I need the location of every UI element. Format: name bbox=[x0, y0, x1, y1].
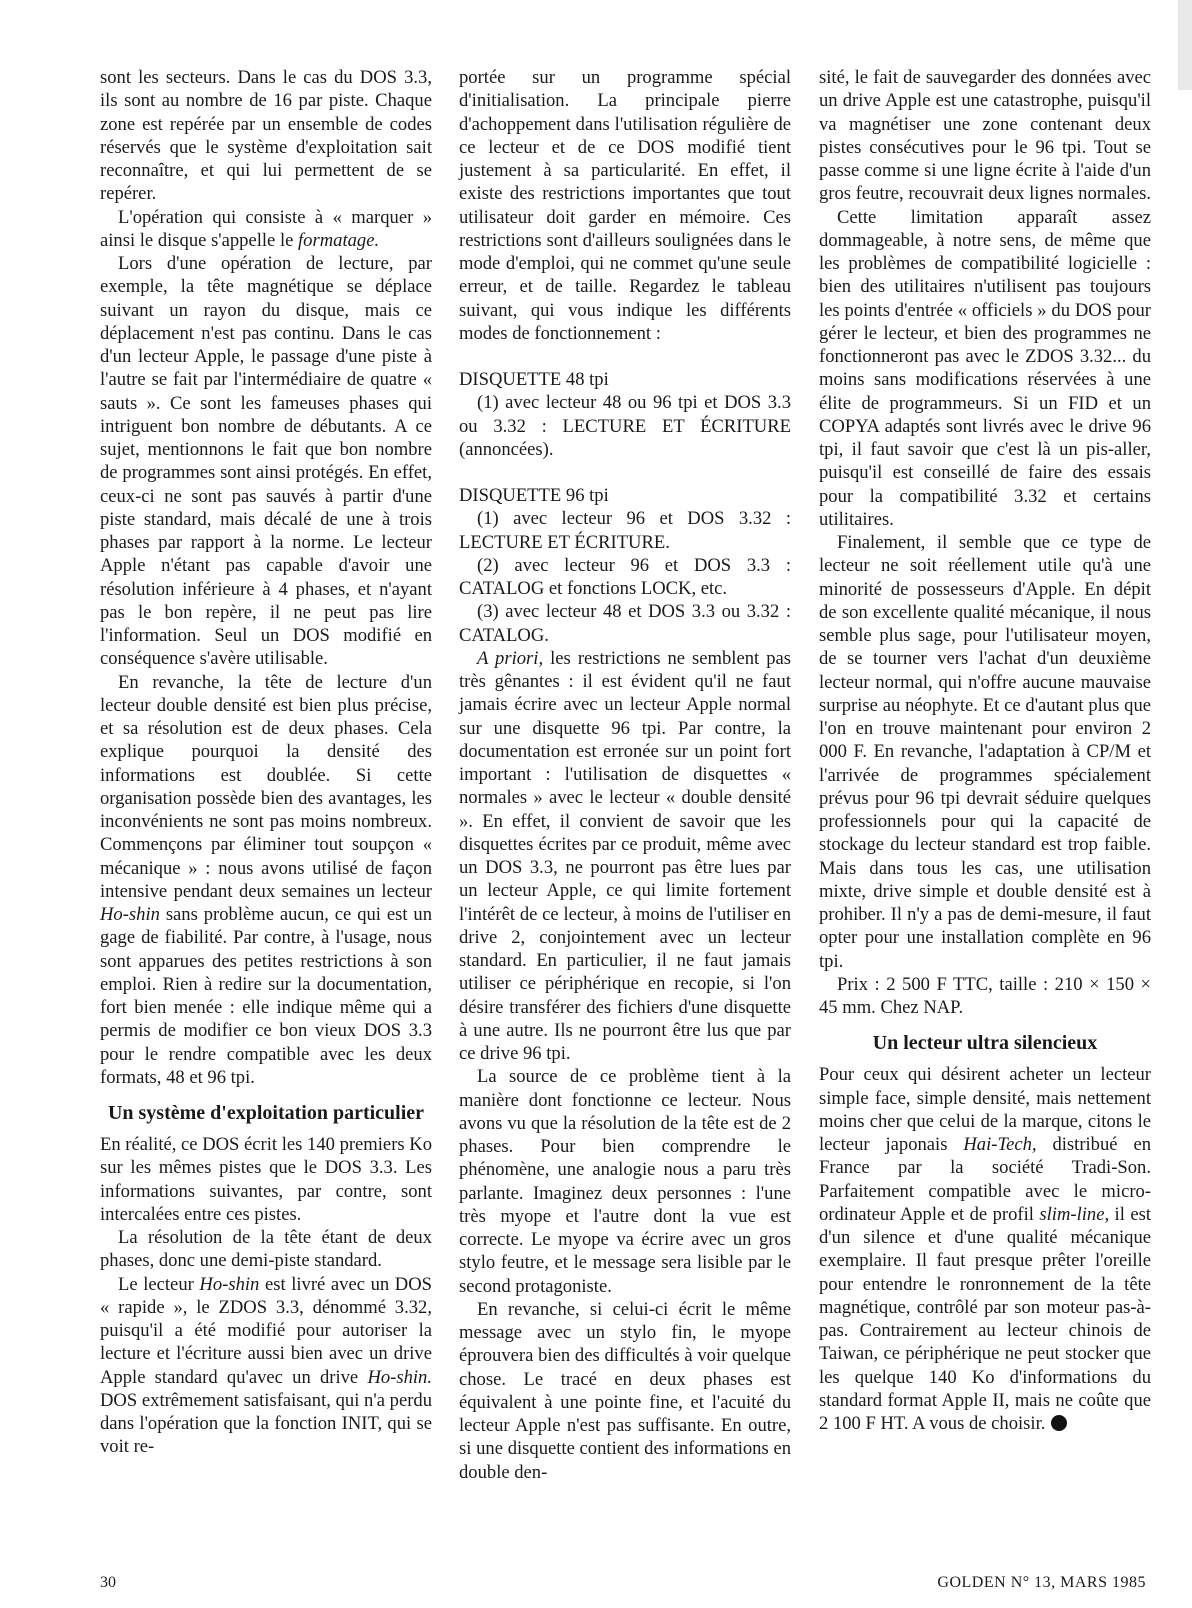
text-run: Pour ceux qui désirent acheter un lecteur simple face, simple densité, mais nettement moins cher que celui de la marque, citons le lecteur japonais bbox=[819, 1064, 1151, 1155]
paragraph bbox=[100, 206, 432, 253]
emphasis-product: Ho-shin bbox=[100, 904, 160, 925]
section-heading: Un lecteur ultra silencieux bbox=[872, 1032, 1098, 1055]
paragraph: Lors d'une opération de lecture, par exemple, la tête magnétique se déplace suivant un rayon du disque, mais ce déplacement n'est pas continu. Dans le cas d'un lecteur Apple, le passage d'une piste à l'autre se fait par l'intermédiaire de quatre « sauts ». Ce sont les fameuses phases qui intriguent bon nombre de débutants. A ce sujet, mentionnons le fait que bon nombre de programmes sont ainsi protégés. En effet, ceux-ci ne sont pas sauvés à partir d'une piste standard, mais décalé de une à trois phases par rapport à la norme. Le lecteur Apple n'étant pas capable d'avoir une résolution inférieure à 4 phases, et n'ayant pas le bon repère, il ne peut pas lire l'information. Seul un DOS modifié en conséquence s'avère utilisable. bbox=[100, 253, 432, 670]
paragraph: En réalité, ce DOS écrit les 140 premiers Ko sur les mêmes pistes que le DOS 3.3. Les informations suivantes, par contre, sont intercalées entre ces pistes. bbox=[100, 1134, 432, 1225]
emphasis-term: formatage. bbox=[298, 229, 380, 251]
spec-item: (3) avec lecteur 48 et DOS 3.3 ou 3.32 : CATALOG. bbox=[459, 601, 791, 646]
text-run: L'opération qui consiste à « marquer » ainsi le disque s'appelle le bbox=[100, 206, 432, 251]
apple-end-mark-icon bbox=[1051, 1415, 1067, 1431]
text-run: les restrictions ne semblent pas très gênantes : il est évident qu'il ne faut jamais écrire avec un lecteur Apple normal sur une disquette 96 tpi. Par contre, la documentation est erronée sur un point fort important : l'utilisation de disquettes « normales » avec le lecteur « double densité ». En effet, il convient de savoir que les disquettes écrites par ce produit, même avec un DOS 3.3, ne pourront pas être lues par un lecteur Apple, ce qui limite fortement l'intérêt de ce lecteur, à moins de l'utiliser en drive 2, conjointement avec un lecteur standard. En particulier, il ne faut jamais utiliser ce périphérique en recopie, si l'on désire transférer des fichiers d'une disquette à une autre. Ils ne pourront être lus que par ce drive 96 tpi. bbox=[459, 647, 792, 1064]
paragraph bbox=[819, 1063, 1151, 1435]
text-run: il est d'un silence et d'une qualité mécanique exemplaire. Il faut presque prêter l'oreille pour entendre le ronronnement de la tête magnétique, contrôlé par son moteur pas-à-pas. Contrairement au lecteur chinois de Taiwan, ce périphérique ne peut stocker que les quelque 140 Ko d'informations du standard format Apple II, mais ne coûte que 2 100 F HT. A vous de choisir. bbox=[819, 1203, 1151, 1434]
emphasis-term: A priori, bbox=[477, 647, 544, 669]
emphasis-term: slim-line, bbox=[1039, 1203, 1110, 1225]
emphasis-product: Hai-Tech, bbox=[963, 1134, 1037, 1155]
emphasis-product: Ho-shin. bbox=[367, 1366, 432, 1388]
page-number: 30 bbox=[100, 1574, 116, 1591]
text-run: est livré avec un DOS « rapide », le ZDOS 3.3, dénommé 3.32, puisqu'il a été modifié pour autoriser la lecture et l'écriture aussi bien avec un drive Apple standard qu'avec un drive bbox=[100, 1273, 432, 1388]
text-run: DOS extrêmement satisfaisant, qui n'a perdu dans l'opération que la fonction INIT, qui se voit re- bbox=[100, 1389, 432, 1458]
publication-footer: GOLDEN N° 13, MARS 1985 bbox=[937, 1574, 1146, 1591]
paragraph: La source de ce problème tient à la manière dont fonctionne ce lecteur. Nous avons vu que la résolution de la tête est de 2 phases. Pour bien comprendre le phénomène, une analogie nous a paru très parlante. Imaginez deux personnes : l'une très myope et l'autre dont la vue est correcte. Le myope va écrire avec un gros stylo feutre, et le message sera lisible par le second protagoniste. bbox=[459, 1066, 791, 1297]
paragraph: En revanche, si celui-ci écrit le même message avec un stylo fin, le myope éprouvera bien des difficultés à voir quelque chose. Le tracé en deux phases est équivalent à une pointe fine, et l'acuité du lecteur Apple n'est pas suffisante. En outre, si une disquette contient des informations en double den- bbox=[459, 1298, 791, 1483]
article-column-3 bbox=[819, 66, 1151, 1435]
spec-title: DISQUETTE 48 tpi bbox=[459, 369, 609, 390]
paragraph bbox=[100, 671, 432, 1090]
page-edge-shadow bbox=[1178, 0, 1192, 90]
paragraph: Cette limitation apparaît assez dommageable, à notre sens, de même que les problèmes de compatibilité logicielle : bien des utilitaires n'utilisent pas toujours les points d'entrée « officiels » du DOS pour gérer le lecteur, et bien des programmes ne fonctionneront pas avec le ZDOS 3.32... du moins sans modifications réservées à une élite de programmeurs. Si un FID et un COPYA adaptés sont livrés avec le drive 96 tpi, il faut savoir que c'est là un pis-aller, puisqu'il est conseillé de faire des essais pour la compatibilité 3.32 et certains utilitaires. bbox=[819, 206, 1151, 530]
paragraph: portée sur un programme spécial d'initialisation. La principale pierre d'achoppement dans l'utilisation régulière de ce lecteur et de ce DOS modifié tient justement à sa particularité. En effet, il existe des restrictions importantes que tout utilisateur doit garder en mémoire. Ces restrictions sont d'ailleurs soulignées dans le mode d'emploi, qui ne commet qu'une seule erreur, et de taille. Regardez le tableau suivant, qui vous indique les différents modes de fonctionnement : bbox=[459, 67, 791, 344]
paragraph bbox=[100, 1273, 432, 1459]
text-run: En revanche, la tête de lecture d'un lecteur double densité est bien plus précise, et sa résolution est de deux phases. Cela explique pourquoi la densité des informations est doublée. Si cette organisation possède bien des avantages, les inconvénients ne sont pas moins nombreux. Commençons par éliminer tout soupçon « mécanique » : nous avons utilisé de façon intensive pendant deux semaines un lecteur bbox=[100, 671, 432, 902]
paragraph: Finalement, il semble que ce type de lecteur ne soit réellement utile qu'à une minorité de possesseurs d'Apple. En dépit de son excellente qualité mécanique, il nous semble plus sage, pour l'utilisateur moyen, de se tourner vers l'achat d'un deuxième lecteur normal, qui n'offre aucune mauvaise surprise au néophyte. Et ce d'autant plus que l'on en trouve maintenant pour environ 2 000 F. En revanche, l'adaptation à CP/M et l'arrivée de programmes spécialement prévus pour 96 tpi devrait séduire quelques professionnels pour qui la capacité de stockage du lecteur standard est trop faible. Mais dans tous les cas, une utilisation mixte, drive simple et double densité est à prohiber. Il n'y a pas de demi-mesure, il faut opter pour une installation complète en 96 tpi. bbox=[819, 532, 1151, 972]
paragraph: sont les secteurs. Dans le cas du DOS 3.3, ils sont au nombre de 16 par piste. Chaque zone est repérée par un ensemble de codes réservés que le système d'exploitation sait reconnaître, et qui lui permettent de se repérer. bbox=[100, 67, 432, 205]
paragraph: sité, le fait de sauvegarder des données avec un drive Apple est une catastrophe, puisqu'il va magnétiser une zone contenant deux pistes consécutives pour le 96 tpi. Tout se passe comme si une ligne écrite à l'aide d'un gros feutre, recouvrait deux lignes normales. bbox=[819, 67, 1151, 205]
paragraph: La résolution de la tête étant de deux phases, donc une demi-piste standard. bbox=[100, 1227, 432, 1272]
spec-item: (2) avec lecteur 96 et DOS 3.3 : CATALOG et fonctions LOCK, etc. bbox=[459, 554, 791, 599]
spec-item: (1) avec lecteur 48 ou 96 tpi et DOS 3.3 ou 3.32 : LECTURE ET ÉCRITURE (annoncées). bbox=[459, 392, 791, 460]
price-info: Prix : 2 500 F TTC, taille : 210 × 150 × 45 mm. Chez NAP. bbox=[819, 973, 1151, 1018]
text-run: distribué en France par la société Tradi-Son. Parfaitement compatible avec le micro-ordinateur Apple et de profil bbox=[819, 1134, 1151, 1225]
section-heading: Un système d'exploitation particulier bbox=[107, 1102, 425, 1124]
text-run: sans problème aucun, ce qui est un gage de fiabilité. Par contre, à l'usage, nous sont apparues des petites restrictions à son emploi. Rien à redire sur la documentation, fort bien menée : elle indique même qui a permis de modifier ce bon vieux DOS 3.3 pour le rendre compatible avec les deux formats, 48 et 96 tpi. bbox=[100, 904, 432, 1088]
article-column-1 bbox=[100, 66, 432, 1459]
emphasis-product: Ho-shin bbox=[199, 1273, 260, 1295]
spec-item: (1) avec lecteur 96 et DOS 3.32 : LECTURE ET ÉCRITURE. bbox=[459, 508, 791, 553]
spec-title: DISQUETTE 96 tpi bbox=[459, 485, 609, 506]
article-column-2 bbox=[459, 66, 791, 1484]
text-run: Le lecteur bbox=[118, 1273, 200, 1295]
paragraph bbox=[459, 647, 791, 1066]
